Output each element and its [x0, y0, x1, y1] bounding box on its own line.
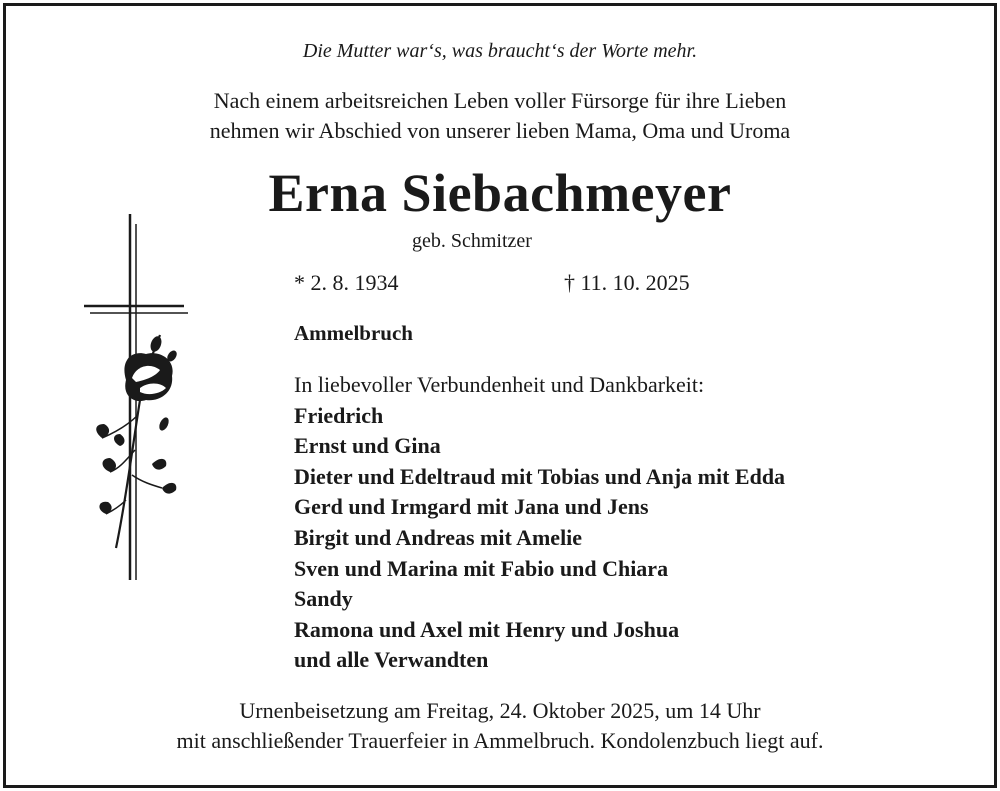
birth-name: geb. Schmitzer: [412, 230, 532, 252]
intro-line: Nach einem arbeitsreichen Leben voller Fürsorge für ihre Lieben: [213, 88, 787, 113]
burial-line: Urnenbeisetzung am Freitag, 24. Oktober 2025, um 14 Uhr: [239, 698, 761, 723]
burial-line: mit anschließender Trauerfeier in Ammelbruch. Kondolenzbuch liegt auf.: [176, 728, 824, 753]
thanks-line: In liebevoller Verbundenheit und Dankbarkeit:: [294, 372, 705, 397]
mourner-line: Gerd und Irmgard mit Jana und Jens: [294, 494, 649, 520]
motto: Die Mutter war‘s, was braucht‘s der Worte mehr.: [302, 40, 698, 62]
mourner-line: Sandy: [294, 586, 353, 612]
mourner-line: Ernst und Gina: [294, 433, 441, 459]
burial-info: [0, 696, 1000, 756]
mourners-block: [294, 370, 785, 676]
birth-date: * 2. 8. 1934: [294, 270, 399, 295]
mourner-line: Ramona und Axel mit Henry und Joshua: [294, 616, 680, 642]
mourner-line: Dieter und Edeltraud mit Tobias und Anja mit Edda: [294, 463, 786, 489]
cross-with-rose-icon: [80, 210, 190, 590]
intro-line: nehmen wir Abschied von unserer lieben Mama, Oma und Uroma: [209, 118, 791, 143]
intro-text: [0, 86, 1000, 146]
deceased-name: Erna Siebachmeyer: [268, 163, 732, 223]
place-name: Ammelbruch: [294, 321, 413, 345]
mourner-line: Sven und Marina mit Fabio und Chiara: [294, 555, 669, 581]
death-date: † 11. 10. 2025: [564, 270, 690, 295]
mourner-line: Birgit und Andreas mit Amelie: [294, 524, 583, 550]
mourner-line: Friedrich: [294, 402, 384, 428]
mourner-line: und alle Verwandten: [294, 647, 489, 673]
